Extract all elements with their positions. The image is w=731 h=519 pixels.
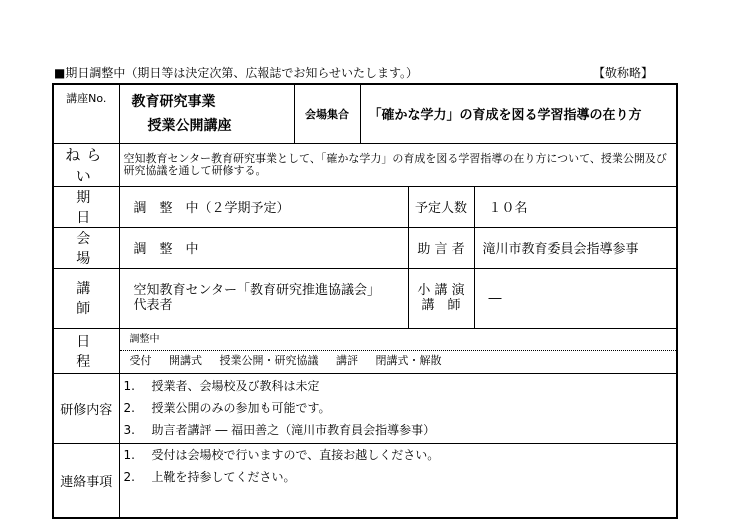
lecturer-value-line2: 代表者 xyxy=(133,298,173,313)
sub-lecturer-value: ― xyxy=(474,268,677,328)
aim-text: 空知教育センター教育研究事業として、「確かな学力」の育成を図る学習指導の在り方について、授業公開及び研究協議を通して研修する。 xyxy=(119,143,677,186)
schedule-label: 日 程 xyxy=(53,328,119,373)
capacity-label: 予定人数 xyxy=(408,186,474,227)
course-title: 「確かな学力」の育成を図る学習指導の在り方 xyxy=(360,84,677,143)
content-cell xyxy=(119,373,677,443)
course-name-line2: 授業公開講座 xyxy=(147,117,232,134)
schedule-item: 授業公開・研究協議 xyxy=(219,354,319,367)
place-value: 調 整 中 xyxy=(119,227,408,268)
place-label: 会 場 xyxy=(53,227,119,268)
date-label: 期 日 xyxy=(53,186,119,227)
schedule-top: 調整中 xyxy=(120,331,677,351)
advisor-value: 滝川市教育委員会指導参事 xyxy=(474,227,677,268)
schedule-items xyxy=(120,351,677,370)
sub-lecturer-label-line1: 小 講 演 xyxy=(417,283,465,298)
course-no-label: 講座No. xyxy=(53,84,119,143)
lecturer-label: 講 師 xyxy=(53,268,119,328)
sub-lecturer-label-line2: 講 師 xyxy=(421,298,461,313)
course-name xyxy=(119,84,294,143)
capacity-value: １０名 xyxy=(474,186,677,227)
list-item: 2. 上靴を持参してください。 xyxy=(123,469,296,484)
schedule-item: 開講式 xyxy=(169,354,202,367)
course-form-table xyxy=(52,83,678,519)
schedule-item: 受付 xyxy=(129,354,152,367)
honorific-note: 【敬称略】 xyxy=(593,66,654,80)
list-item: 1. 授業者、会場校及び教科は未定 xyxy=(123,379,320,393)
content-list xyxy=(124,375,673,441)
contact-label: 連絡事項 xyxy=(53,443,119,518)
contact-cell xyxy=(119,443,677,518)
date-value: 調 整 中（２学期予定） xyxy=(119,186,408,227)
schedule-item: 講評 xyxy=(336,354,358,367)
venue-label: 会場集合 xyxy=(294,84,360,143)
course-name-line1: 教育研究事業 xyxy=(131,93,216,110)
advisor-label: 助 言 者 xyxy=(408,227,474,268)
schedule-cell xyxy=(119,328,677,373)
content-label: 研修内容 xyxy=(53,373,119,443)
lecturer-value-line1: 空知教育センター「教育研究推進協議会」 xyxy=(133,283,380,298)
list-item: 1. 受付は会場校で行いますので、直接お越しください。 xyxy=(123,447,440,462)
sub-lecturer-label xyxy=(408,268,474,328)
contact-list xyxy=(124,444,673,488)
aim-label: ねらい xyxy=(53,143,119,186)
list-item: 3. 助言者講評 ― 福田善之（滝川市教育員会指導参事） xyxy=(123,423,436,437)
list-item: 2. 授業公開のみの参加も可能です。 xyxy=(123,401,331,415)
schedule-notice: ■期日調整中（期日等は決定次第、広報誌でお知らせいたします。） xyxy=(54,66,419,80)
schedule-item: 閉講式・解散 xyxy=(375,354,442,367)
lecturer-value xyxy=(119,268,408,328)
